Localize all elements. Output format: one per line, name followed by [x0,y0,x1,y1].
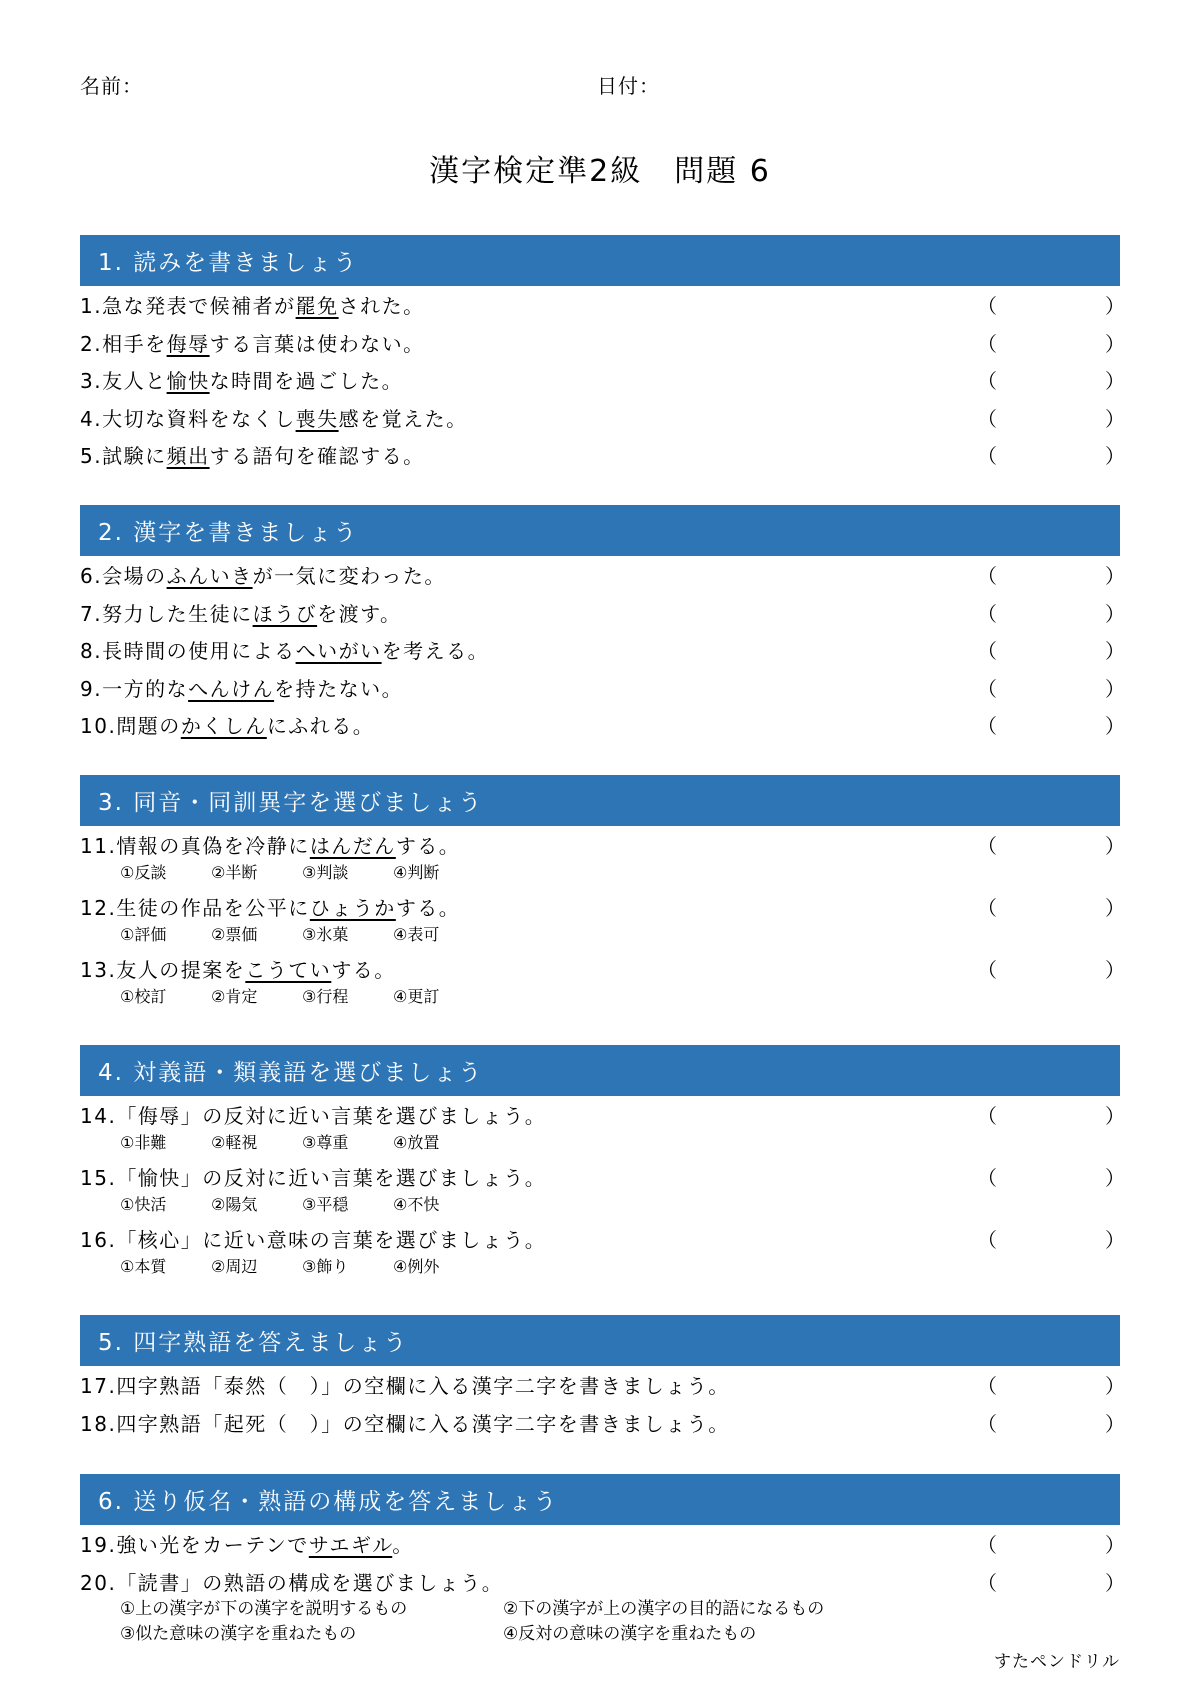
question-text: 13.友人の提案をこうていする。 [80,958,396,982]
question-row [80,361,1125,399]
section-homonyms [80,775,1125,1012]
choice-option: ①快活 [120,1195,167,1214]
question-text: 14.「侮辱」の反対に近い言葉を選びましょう。 [80,1104,547,1128]
question-row [80,1158,1125,1220]
choice-option: ③似た意味の漢字を重ねたもの [120,1623,357,1644]
choice-option: ④不快 [393,1195,440,1214]
underlined-term: 侮辱 [166,331,210,356]
question-row [80,399,1125,437]
choice-option: ②肯定 [211,987,258,1006]
underlined-term: ふんいき [166,564,253,588]
answer-paren-open: （ [977,406,997,431]
choice-option: ④例外 [393,1257,440,1276]
choice-list [120,1597,886,1647]
question-row [80,556,1125,594]
answer-paren-close: ） [1105,1411,1125,1436]
question-text: 15.「愉快」の反対に近い言葉を選びましょう。 [80,1166,547,1190]
question-text: 7.努力した生徒にほうびを渡す。 [80,601,402,626]
question-row [80,1096,1125,1158]
choice-list [120,860,484,883]
choice-list [120,1192,484,1215]
choice-list [120,922,484,945]
question-text: 12.生徒の作品を公平にひょうかする。 [80,896,461,920]
choice-option: ①反談 [120,863,167,882]
choice-option: ②半断 [211,863,258,882]
question-text: 3.友人と愉快な時間を過ごした。 [80,369,404,393]
answer-paren-close: ） [1105,601,1125,626]
section-heading: 3. 同音・同訓異字を選びましょう [80,775,1120,826]
underlined-term: 愉快 [166,369,210,393]
choice-option: ④表可 [393,925,440,944]
question-text: 4.大切な資料をなくし喪失感を覚えた。 [80,406,468,431]
question-text: 9.一方的なへんけんを持たない。 [80,676,404,701]
choice-option: ④反対の意味の漢字を重ねたもの [503,1623,757,1644]
section-heading: 6. 送り仮名・熟語の構成を答えましょう [80,1474,1120,1525]
answer-paren-open: （ [977,331,997,356]
underlined-term: へんけん [188,676,275,701]
choice-option: ③判談 [302,863,349,882]
choice-option: ②軽視 [211,1133,258,1152]
answer-paren-close: ） [1105,406,1125,431]
question-row [80,631,1125,669]
question-text: 5.試験に頻出する語句を確認する。 [80,444,425,468]
question-text: 20.「読書」の熟語の構成を選びましょう。 [80,1570,504,1595]
question-text: 10.問題のかくしんにふれる。 [80,714,375,738]
question-row [80,1366,1125,1404]
answer-paren-close: ） [1105,369,1125,393]
answer-paren-open: （ [977,896,997,920]
question-text: 1.急な発表で候補者が罷免された。 [80,294,425,318]
answer-paren-open: （ [977,1374,997,1398]
date-label: 日付： [597,74,660,98]
underlined-term: はんだん [309,834,396,858]
answer-paren-close: ） [1105,1533,1125,1557]
answer-paren-open: （ [977,639,997,663]
answer-paren-close: ） [1105,834,1125,858]
choice-option: ③氷菓 [302,925,349,944]
answer-paren-open: （ [977,294,997,318]
choice-list [120,1254,484,1277]
section-antonyms [80,1045,1125,1282]
choice-option: ③飾り [302,1257,349,1276]
section-okurigana [80,1474,1125,1653]
answer-paren-open: （ [977,564,997,588]
underlined-term: 喪失 [295,406,339,431]
choice-option: ②下の漢字が上の漢字の目的語になるもの [503,1598,825,1619]
question-row [80,888,1125,950]
question-row [80,669,1125,707]
answer-paren-close: ） [1105,958,1125,982]
section-writing [80,505,1125,744]
answer-paren-close: ） [1105,564,1125,588]
underlined-term: こうてい [245,958,332,982]
choice-list [120,984,484,1007]
underlined-term: へいがい [295,639,382,663]
question-row [80,1404,1125,1442]
question-text: 8.長時間の使用によるへいがいを考える。 [80,639,490,663]
answer-paren-close: ） [1105,294,1125,318]
answer-paren-close: ） [1105,1228,1125,1252]
answer-paren-open: （ [977,601,997,626]
choice-option: ③行程 [302,987,349,1006]
choice-option: ④更訂 [393,987,440,1006]
question-row [80,286,1125,324]
answer-paren-open: （ [977,714,997,738]
section-heading: 4. 対義語・類義語を選びましょう [80,1045,1120,1096]
answer-paren-open: （ [977,676,997,701]
name-label: 名前： [80,74,143,98]
choice-option: ③平穏 [302,1195,349,1214]
choice-option: ②票価 [211,925,258,944]
answer-paren-open: （ [977,834,997,858]
footer-brand: すたペンドリル [994,1652,1120,1672]
question-text: 17.四字熟語「泰然（ ）」の空欄に入る漢字二字を書きましょう。 [80,1374,730,1398]
answer-paren-close: ） [1105,1166,1125,1190]
choice-option: ①校訂 [120,987,167,1006]
answer-paren-close: ） [1105,714,1125,738]
answer-paren-open: （ [977,1104,997,1128]
choice-option: ④判断 [393,863,440,882]
underlined-term: かくしん [180,714,267,738]
question-text: 6.会場のふんいきが一気に変わった。 [80,564,446,588]
answer-paren-open: （ [977,1533,997,1557]
choice-option: ②陽気 [211,1195,258,1214]
answer-paren-close: ） [1105,1374,1125,1398]
choice-option: ②周辺 [211,1257,258,1276]
section-reading [80,235,1125,474]
question-text: 2.相手を侮辱する言葉は使わない。 [80,331,425,356]
underlined-term: サエギル [308,1533,393,1557]
answer-paren-close: ） [1105,1570,1125,1595]
answer-paren-open: （ [977,1411,997,1436]
answer-paren-close: ） [1105,896,1125,920]
question-text: 19.強い光をカーテンでサエギル。 [80,1533,414,1557]
answer-paren-open: （ [977,444,997,468]
question-row [80,594,1125,632]
answer-paren-open: （ [977,1570,997,1595]
question-row [80,826,1125,888]
page-title: 漢字検定準2級 問題 6 [429,154,771,189]
underlined-term: 頻出 [166,444,210,468]
section-heading: 2. 漢字を書きましょう [80,505,1120,556]
underlined-term: 罷免 [295,294,339,318]
question-row [80,324,1125,362]
answer-paren-open: （ [977,369,997,393]
answer-paren-close: ） [1105,444,1125,468]
underlined-term: ひょうか [309,896,396,920]
answer-paren-close: ） [1105,676,1125,701]
answer-paren-open: （ [977,958,997,982]
answer-paren-close: ） [1105,331,1125,356]
question-row [80,1525,1125,1563]
answer-paren-close: ） [1105,1104,1125,1128]
answer-paren-close: ） [1105,639,1125,663]
choice-option: ①上の漢字が下の漢字を説明するもの [120,1598,408,1619]
question-text: 18.四字熟語「起死（ ）」の空欄に入る漢字二字を書きましょう。 [80,1411,730,1436]
question-row [80,1563,1125,1653]
choice-option: ③尊重 [302,1133,349,1152]
question-row [80,706,1125,744]
question-row [80,1220,1125,1282]
section-heading: 5. 四字熟語を答えましょう [80,1315,1120,1366]
question-text: 11.情報の真偽を冷静にはんだんする。 [80,834,461,858]
section-yojijukugo [80,1315,1125,1441]
section-heading: 1. 読みを書きましょう [80,235,1120,286]
underlined-term: ほうび [252,601,318,626]
question-text: 16.「核心」に近い意味の言葉を選びましょう。 [80,1228,547,1252]
question-row [80,436,1125,474]
answer-paren-open: （ [977,1166,997,1190]
choice-option: ①非難 [120,1133,167,1152]
answer-paren-open: （ [977,1228,997,1252]
choice-list [120,1130,484,1153]
choice-option: ①評価 [120,925,167,944]
choice-option: ①本質 [120,1257,167,1276]
choice-option: ④放置 [393,1133,440,1152]
question-row [80,950,1125,1012]
